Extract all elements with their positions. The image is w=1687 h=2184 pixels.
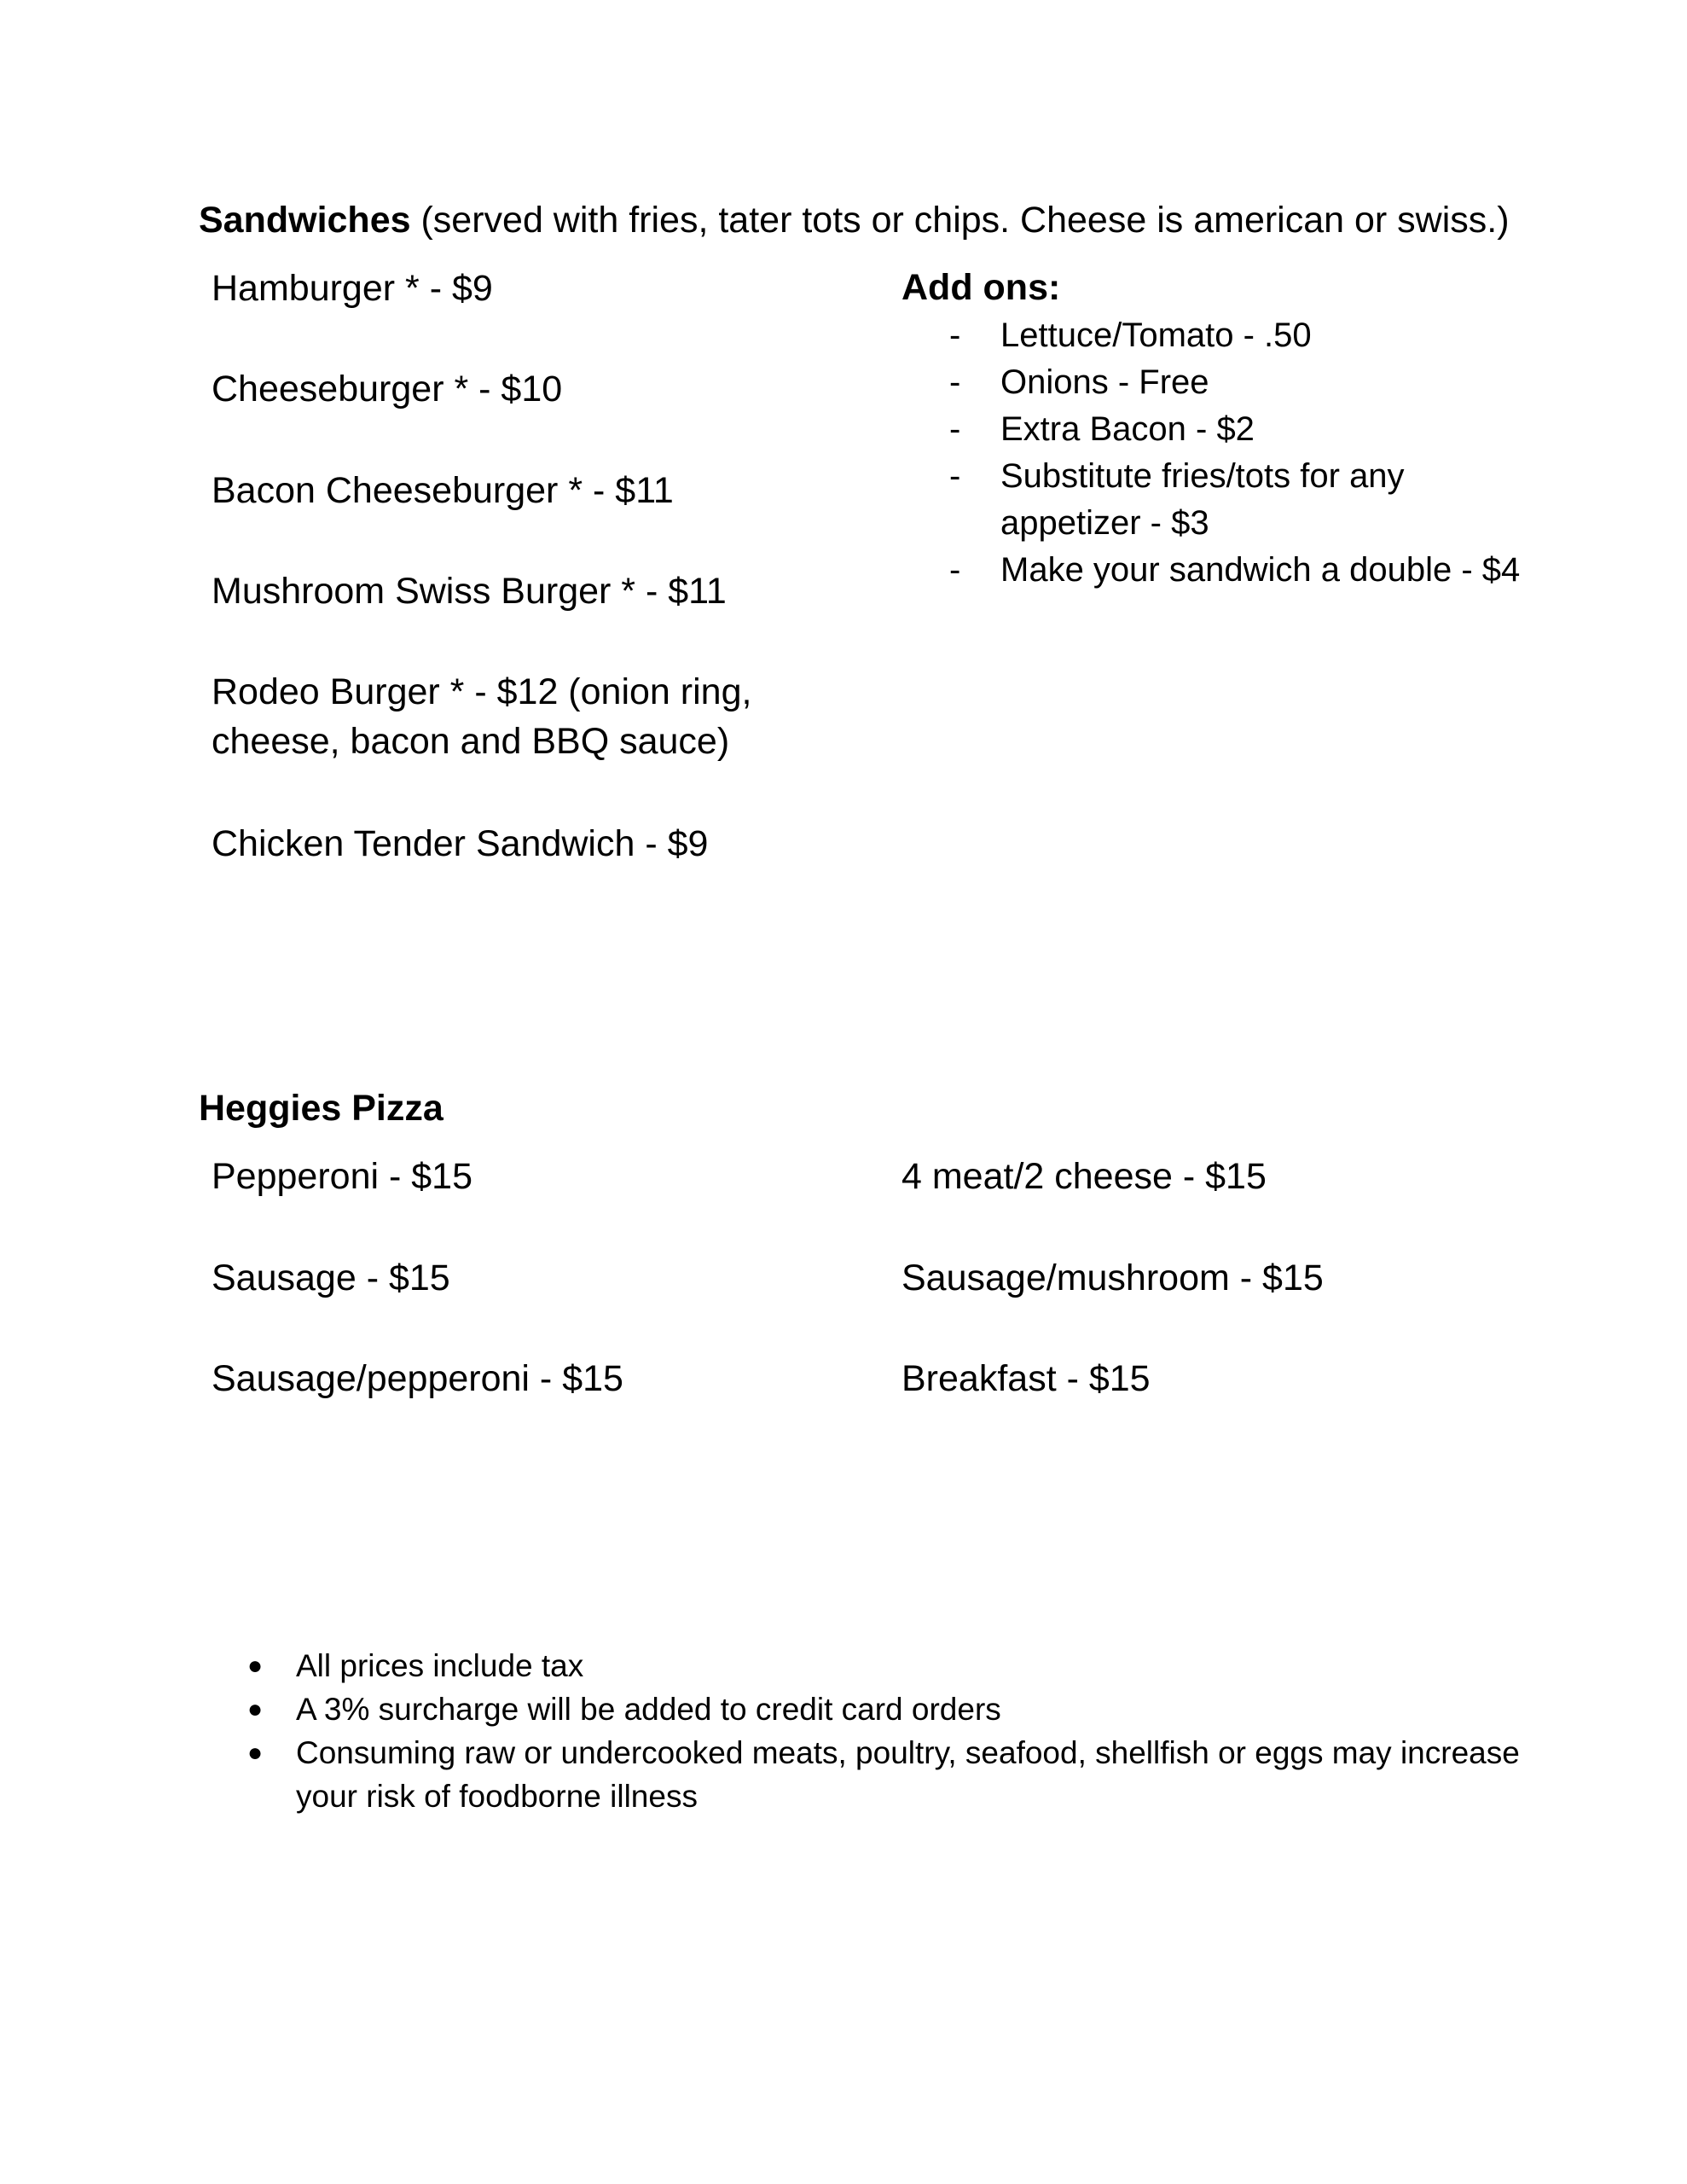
dash-bullet: - (949, 363, 961, 401)
pizza-item-sausage-pepperoni: Sausage/pepperoni - $15 (212, 1358, 623, 1399)
pizza-title: Heggies Pizza (199, 1088, 443, 1129)
pizza-heading (199, 1086, 443, 1130)
dash-bullet: - (949, 457, 961, 495)
addon-label: Lettuce/Tomato - .50 (1000, 317, 1312, 354)
addon-label: Substitute fries/tots for any appetizer - $3 (1000, 457, 1405, 542)
addon-label: Make your sandwich a double - $4 (1000, 551, 1521, 589)
menu-item-bacon-cheeseburger: Bacon Cheeseburger * - $11 (212, 470, 674, 511)
addon-item (949, 406, 1546, 453)
bullet-icon: ● (247, 1652, 264, 1680)
dash-bullet: - (949, 317, 961, 354)
menu-item-chicken-tender-sandwich: Chicken Tender Sandwich - $9 (212, 823, 709, 864)
note-item (247, 1731, 1578, 1818)
note-item (247, 1687, 1578, 1731)
notes-list (247, 1644, 1578, 1818)
menu-item-cheeseburger: Cheeseburger * - $10 (212, 369, 563, 410)
addon-item (949, 312, 1546, 359)
sandwiches-subtitle: (served with fries, tater tots or chips. Cheese is american or swiss.) (410, 200, 1510, 241)
menu-item-rodeo-burger: Rodeo Burger * - $12 (onion ring, cheese, bacon and BBQ sauce) (212, 671, 752, 762)
pizza-item-4-meat-2-cheese: 4 meat/2 cheese - $15 (901, 1156, 1267, 1197)
dash-bullet: - (949, 410, 961, 448)
note-text: A 3% surcharge will be added to credit card orders (296, 1692, 1001, 1727)
pizza-item-breakfast: Breakfast - $15 (901, 1358, 1151, 1399)
dash-bullet: - (949, 551, 961, 589)
pizza-item-sausage-mushroom: Sausage/mushroom - $15 (901, 1258, 1324, 1298)
menu-item-hamburger: Hamburger * - $9 (212, 268, 493, 309)
addon-label: Extra Bacon - $2 (1000, 410, 1255, 448)
addon-label: Onions - Free (1000, 363, 1209, 401)
note-item (247, 1644, 1578, 1687)
bullet-icon: ● (247, 1739, 264, 1767)
addons-title: Add ons: (901, 267, 1061, 308)
sandwiches-heading (199, 198, 1510, 242)
addons-list (949, 312, 1546, 594)
sandwiches-title: Sandwiches (199, 200, 411, 241)
menu-item-mushroom-swiss-burger: Mushroom Swiss Burger * - $11 (212, 571, 727, 612)
addon-item (949, 359, 1546, 406)
pizza-item-pepperoni: Pepperoni - $15 (212, 1156, 472, 1197)
addon-item (949, 453, 1478, 547)
note-text: Consuming raw or undercooked meats, poultry, seafood, shellfish or eggs may increase your risk of foodborne illness (296, 1735, 1520, 1814)
bullet-icon: ● (247, 1695, 264, 1723)
addon-item (949, 547, 1546, 594)
pizza-item-sausage: Sausage - $15 (212, 1258, 450, 1298)
note-text: All prices include tax (296, 1648, 584, 1683)
